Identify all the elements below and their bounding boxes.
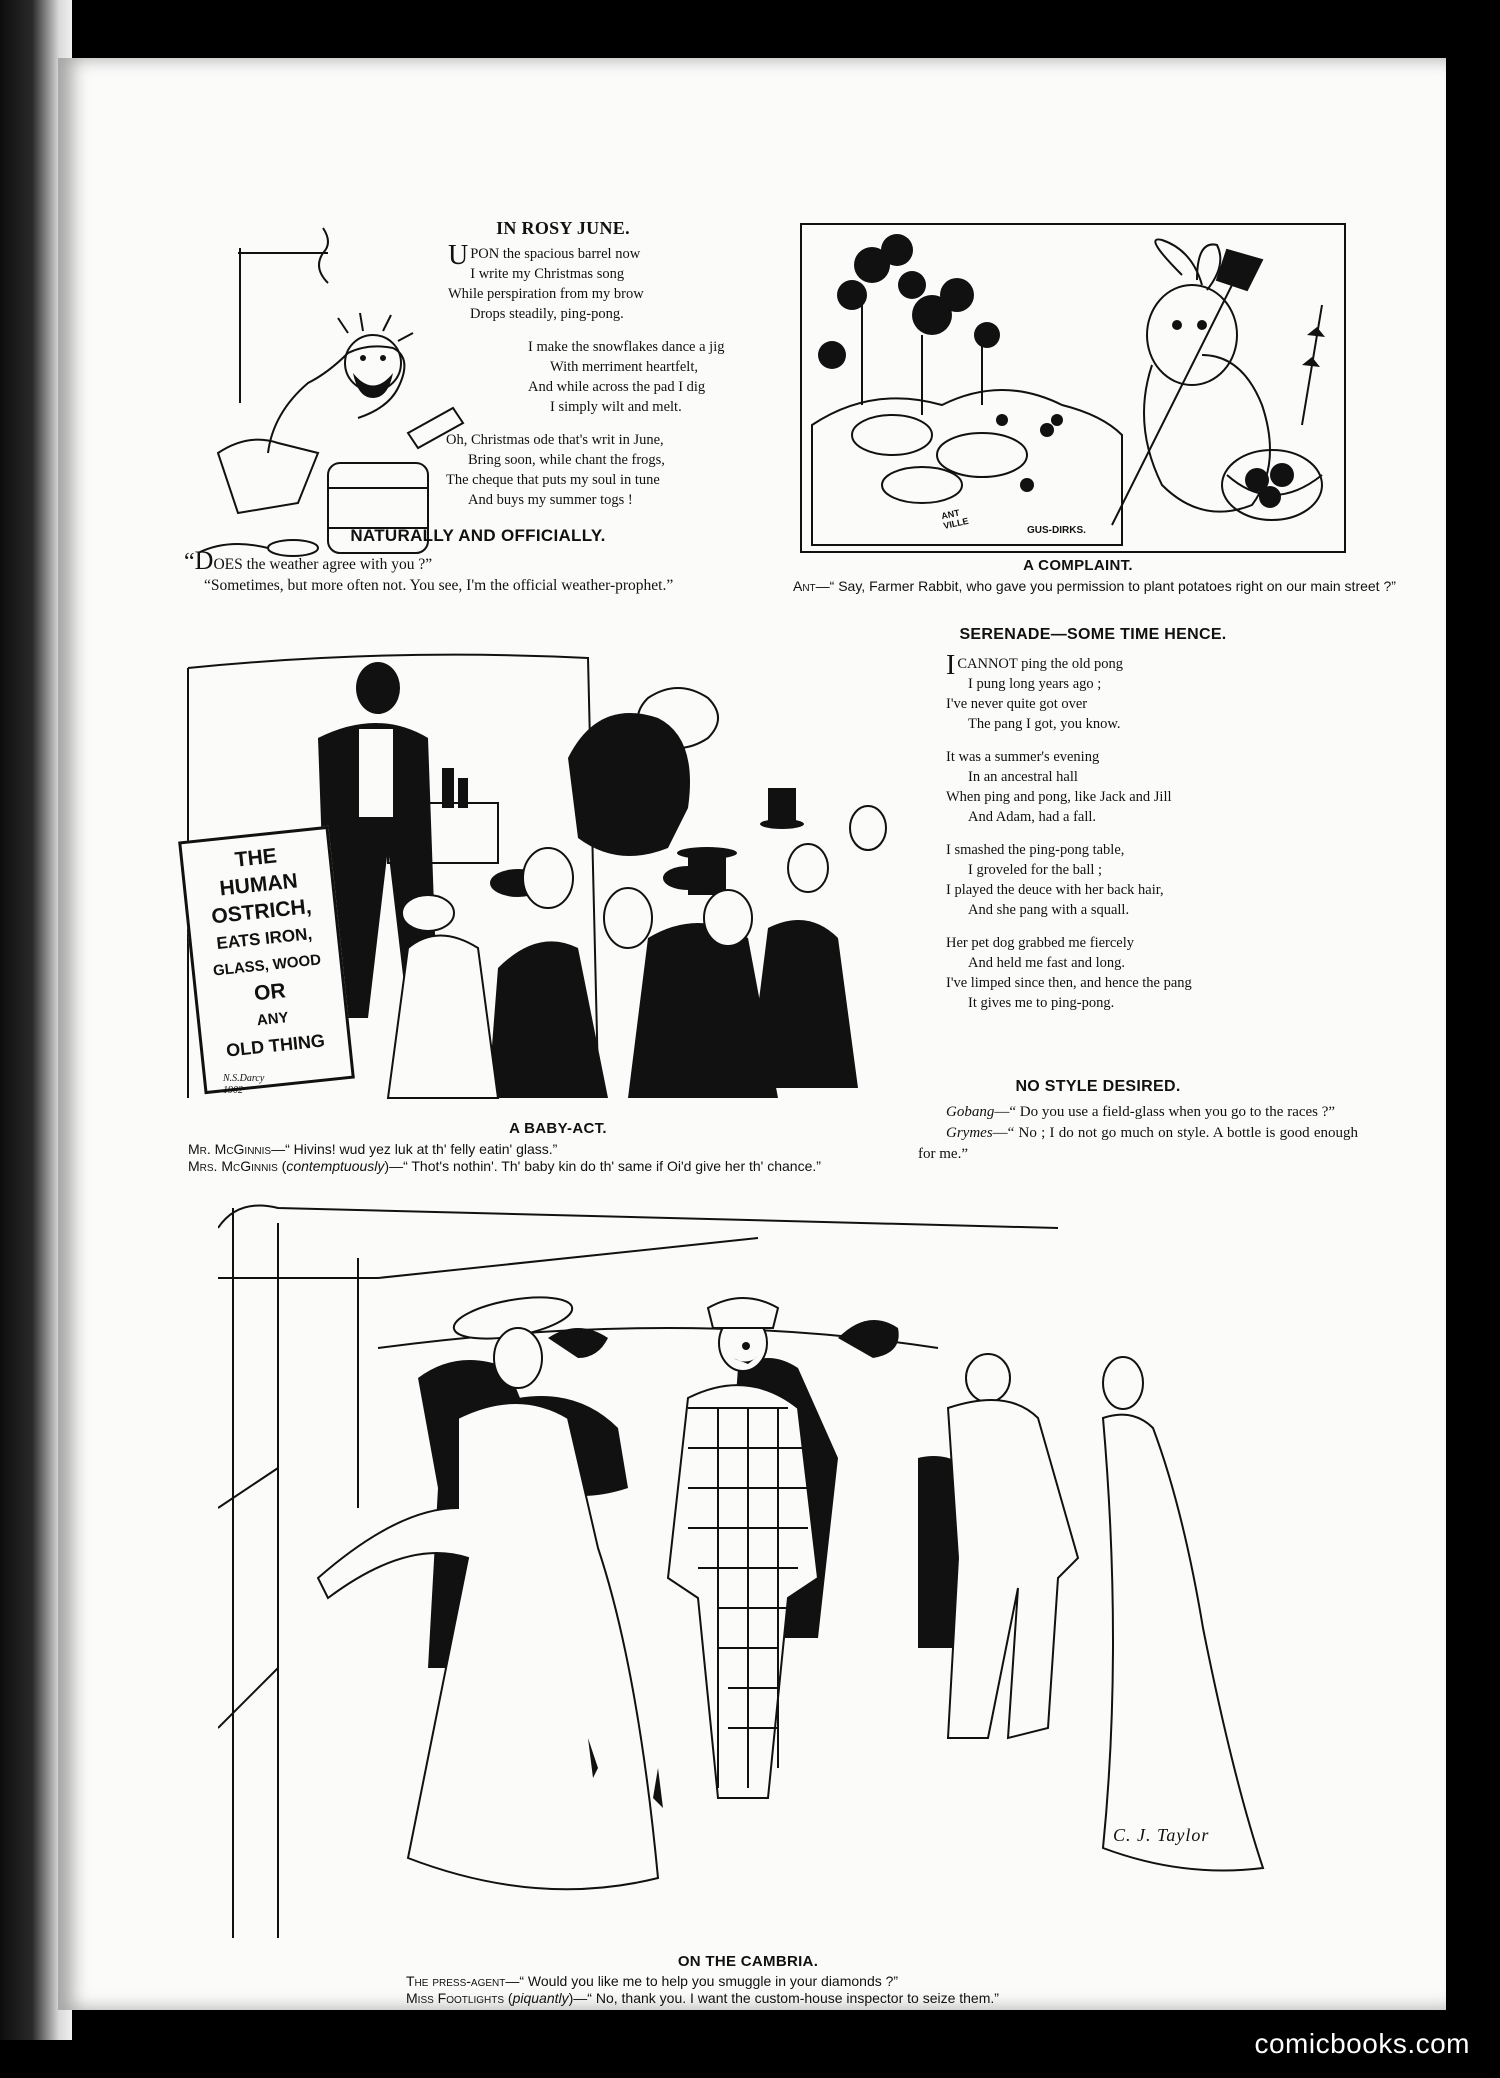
poem-line: I pung long years ago ; <box>968 676 1102 692</box>
serenade-poem <box>946 650 1326 1026</box>
poet-at-barrel-illustration <box>178 223 478 573</box>
poem-line: Her pet dog grabbed me fiercely <box>946 935 1135 951</box>
dialogue-speaker: Grymes <box>946 1125 993 1141</box>
illustration-signature: C. J. Taylor <box>1113 1825 1210 1845</box>
caption-text: —“ No, thank you. I want the custom-house inspector to seize them.” <box>573 1990 999 2006</box>
sign-line: GLASS, WOOD <box>212 951 322 980</box>
poem-line: And she pang with a squall. <box>968 902 1130 918</box>
poem-stanza-2 <box>438 337 738 417</box>
caption-speaker: Miss Footlights <box>406 1990 505 2006</box>
a-complaint-caption <box>793 578 1421 595</box>
poem-line: And held me fast and long. <box>968 955 1126 971</box>
ship-deck-illustration <box>218 1168 1368 1938</box>
poem-line: And while across the pad I dig <box>528 379 706 395</box>
caption-line-1 <box>188 1141 888 1158</box>
poem-line: Bring soon, while chant the frogs, <box>468 452 665 468</box>
sign-line: OLD THING <box>225 1030 326 1061</box>
illustration-signature: GUS-DIRKS. <box>1027 525 1086 536</box>
sign-line: OSTRICH, <box>210 895 313 929</box>
on-the-cambria-title: ON THE CAMBRIA. <box>677 1953 819 1970</box>
poem-line: And Adam, had a fall. <box>968 809 1097 825</box>
poem-line: I played the deuce with her back hair, <box>946 882 1164 898</box>
poem-line: It gives me to ping-pong. <box>968 995 1115 1011</box>
poem-stanza-3 <box>946 840 1326 920</box>
naturally-officially-title: NATURALLY AND OFFICIALLY. <box>350 526 606 545</box>
drop-cap: D <box>194 546 214 575</box>
poem-line: And buys my summer togs ! <box>468 492 633 508</box>
dialogue-text: —“ Do you use a field-glass when you go to the races ?” <box>994 1104 1336 1120</box>
drop-cap: U <box>448 240 469 271</box>
poem-line: I write my Christmas song <box>470 266 625 282</box>
dialogue-speaker: Gobang <box>946 1104 995 1120</box>
caption-aside: contemptuously <box>286 1158 385 1174</box>
caption-line-2: Mrs. McGinnis (contemptuously)—“ Thot's nothin'. Th' baby kin do th' same if Oi'd give her th' chance.” <box>188 1158 821 1174</box>
poem-line: CANNOT ping the old pong <box>957 656 1124 672</box>
caption-aside: piquantly <box>512 1990 569 2006</box>
caption-speaker: Mrs. McGinnis <box>188 1158 278 1174</box>
poem-line: I smashed the ping-pong table, <box>946 842 1125 858</box>
caption-text: —“ Hivins! wud yez luk at th' felly eatin' glass.” <box>271 1141 558 1157</box>
caption-text: —“ Thot's nothin'. Th' baby kin do th' same if Oi'd give her th' chance.” <box>389 1158 821 1174</box>
naturally-officially-text <box>176 546 830 596</box>
poem-line: I make the snowflakes dance a jig <box>528 339 725 355</box>
poet-at-barrel-drawing <box>178 223 478 573</box>
no-style-desired-title: NO STYLE DESIRED. <box>1015 1078 1181 1095</box>
a-complaint-title: A COMPLAINT. <box>1023 557 1133 574</box>
poem-line: Oh, Christmas ode that's writ in June, <box>446 432 664 448</box>
illustration-signature: N.S.Darcy 1902 <box>223 1073 265 1096</box>
dialogue-line-1 <box>176 546 830 575</box>
poem-line: I've limped since then, and hence the pang <box>946 975 1192 991</box>
a-baby-act-title: A BABY-ACT. <box>509 1120 607 1137</box>
antville-signpost: ANT VILLE <box>940 507 970 531</box>
poem-line: When ping and pong, like Jack and Jill <box>946 789 1172 805</box>
rabbit-drawing <box>802 225 1344 551</box>
drop-cap: I <box>946 650 956 681</box>
sign-line: EATS IRON, <box>215 924 313 954</box>
poem-line: The pang I got, you know. <box>968 716 1121 732</box>
poem-stanza-1 <box>438 240 738 324</box>
caption-text: —“ Would you like me to help you smuggle in your diamonds ?” <box>505 1973 899 1989</box>
open-quote: “ <box>184 549 195 575</box>
ship-deck-drawing <box>218 1168 1368 1938</box>
rabbit-and-ants-illustration <box>800 223 1346 553</box>
caption-text: —“ Say, Farmer Rabbit, who gave you permission to plant potatoes right on our main street ?” <box>815 578 1396 594</box>
poem-line: It was a summer's evening <box>946 749 1100 765</box>
dialogue-line-1 <box>918 1102 1358 1123</box>
sign-line: OR <box>253 979 287 1006</box>
human-ostrich-illustration <box>168 628 918 1118</box>
poem-line: I simply wilt and melt. <box>550 399 682 415</box>
human-ostrich-signboard <box>178 826 355 1094</box>
caption-line-1 <box>406 1973 1226 1990</box>
poem-line: I groveled for the ball ; <box>968 862 1103 878</box>
poem-line: The cheque that puts my soul in tune <box>446 472 660 488</box>
poem-line: With merriment heartfelt, <box>550 359 698 375</box>
on-the-cambria-caption <box>406 1973 1226 2007</box>
poem-line: While perspiration from my brow <box>448 286 644 302</box>
caption-speaker: Mr. McGinnis <box>188 1141 272 1157</box>
sign-line: HUMAN <box>218 869 299 901</box>
caption-speaker: Ant <box>793 578 816 594</box>
poem-stanza-3 <box>438 430 738 510</box>
site-watermark: comicbooks.com <box>1254 2028 1470 2059</box>
no-style-desired-text <box>918 1102 1358 1165</box>
poem-line: PON the spacious barrel now <box>470 246 641 262</box>
dialogue-text: OES the weather agree with you ?” <box>213 556 433 573</box>
sign-line: ANY <box>256 1009 290 1030</box>
caption-speaker: The press-agent <box>406 1973 506 1989</box>
in-rosy-june-title: IN ROSY JUNE. <box>496 218 630 238</box>
poem-stanza-1 <box>946 650 1326 734</box>
dialogue-text: —“ No ; I do not go much on style. A bottle is good enough for me.” <box>918 1125 1358 1162</box>
magazine-page <box>58 58 1446 2010</box>
poem-stanza-4 <box>946 933 1326 1013</box>
poem-stanza-2 <box>946 747 1326 827</box>
poem-line: In an ancestral hall <box>968 769 1078 785</box>
dialogue-line-2: “Sometimes, but more often not. You see, I'm the official weather-prophet.” <box>204 577 674 594</box>
poem-line: Drops steadily, ping-pong. <box>470 306 624 322</box>
serenade-title: SERENADE—SOME TIME HENCE. <box>959 626 1227 643</box>
caption-line-2: Miss Footlights (piquantly)—“ No, thank you. I want the custom-house inspector to seize them.” <box>406 1990 999 2006</box>
dialogue-line-2 <box>918 1123 1358 1165</box>
in-rosy-june-poem <box>438 240 738 523</box>
poem-line: I've never quite got over <box>946 696 1088 712</box>
sign-line: THE <box>233 844 278 872</box>
